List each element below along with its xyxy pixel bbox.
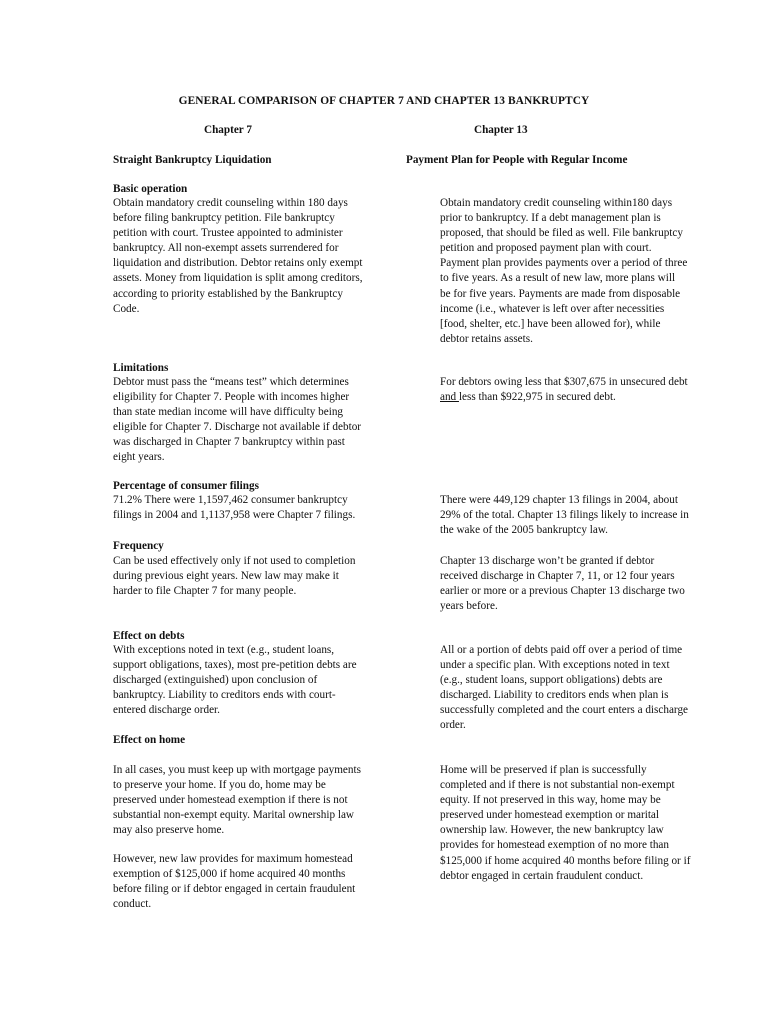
section-heading-effect-on-home: Effect on home (113, 734, 186, 746)
section-heading-effect-on-debts: Effect on debts (113, 630, 185, 642)
section-heading-limitations: Limitations (113, 362, 169, 374)
effect-on-debts-chapter-7-text: With exceptions noted in text (e.g., student loans, support obligations, taxes), most pre-petition debts are discharged (extinguished) upon conclusion of bankruptcy. Liability to creditors ends with court- entered discharge order. (113, 644, 357, 717)
basic-operation-chapter-7-text: Obtain mandatory credit counseling within 180 days before filing bankruptcy petition. File bankruptcy petition with court. Trustee appointed to administer bankruptcy. All non-exempt assets surrendered for liquidation and distribution. Debtor retains only exempt assets. Money from liquidation is split among creditors, according to priority established by the Bankruptcy Code. (113, 197, 363, 315)
section-heading-frequency: Frequency (113, 540, 164, 552)
effect-on-home-chapter-7-text: In all cases, you must keep up with mortgage payments to preserve your home. If you do, home may be preserved under homestead exemption if there is not substantial non-exempt equity. Marital ownership law may also preserve home. (113, 764, 361, 837)
percentage-chapter-7-text: 71.2% There were 1,1597,462 consumer bankruptcy filings in 2004 and 1,1137,958 were Chapter 7 filings. (113, 494, 356, 522)
section-heading-basic-operation: Basic operation (113, 183, 188, 195)
effect-on-debts-chapter-13-text: All or a portion of debts paid off over a period of time under a specific plan. With exceptions noted in text (e.g., student loans, support obligations) debts are discharged. Liability to creditors ends when plan is successfully completed and the court enters a discharge order. (440, 644, 689, 732)
document-title: GENERAL COMPARISON OF CHAPTER 7 AND CHAPTER 13 BANKRUPTCY (178, 95, 590, 107)
limitations-line-1: For debtors owing less that $307,675 in unsecured debt (440, 376, 688, 388)
basic-operation-chapter-13-text: Obtain mandatory credit counseling within180 days prior to bankruptcy. If a debt management plan is proposed, that should be filed as well. File bankruptcy petition and proposed payment plan with court. Payment plan provides payments over a period of three to five years. As a result of new law, more plans will be for five years. Payments are made from disposable income (i.e., whatever is left over after necessities [food, shelter, etc.] have been allowed for), while debtor retains assets. (440, 197, 688, 345)
chapter-13-subtitle: Payment Plan for People with Regular Income (406, 154, 628, 166)
frequency-chapter-13-text: Chapter 13 discharge won’t be granted if debtor received discharge in Chapter 7, 11, or 12 four years earlier or more or a previous Chapter 13 discharge two years before. (440, 555, 685, 613)
section-heading-percentage: Percentage of consumer filings (113, 480, 259, 492)
frequency-chapter-7-text: Can be used effectively only if not used to completion during previous eight years. New law may make it harder to file Chapter 7 for many people. (113, 555, 356, 598)
effect-on-home-chapter-13-text: Home will be preserved if plan is successfully completed and if there is not substantial non-exempt equity. If not preserved in this way, home may be preserved under homestead exemption or marital ownership law. However, the new bankruptcy law provides for homestead exemption of no more than $125,000 if home acquired 40 months before filing or if debtor engaged in certain fraudulent conduct. (440, 764, 691, 882)
chapter-7-subtitle: Straight Bankruptcy Liquidation (113, 154, 272, 166)
limitations-chapter-7-text: Debtor must pass the “means test” which determines eligibility for Chapter 7. People with incomes higher than state median income will have difficulty being eligible for Chapter 7. Discharge not available if debtor was discharged in Chapter 7 bankruptcy within past eight years. (113, 376, 362, 464)
effect-on-home-chapter-7-text-2: However, new law provides for maximum homestead exemption of $125,000 if home acquired 40 months before filing or if debtor engaged in certain fraudulent conduct. (113, 853, 356, 911)
percentage-chapter-13-text: There were 449,129 chapter 13 filings in 2004, about 29% of the total. Chapter 13 filings likely to increase in the wake of the 2005 bankruptcy law. (440, 494, 689, 537)
limitations-chapter-13-text (440, 375, 732, 405)
limitations-line-2: less than $922,975 in secured debt. (458, 391, 616, 404)
column-heading-chapter-7: Chapter 7 (204, 124, 252, 136)
column-heading-chapter-13: Chapter 13 (474, 124, 528, 136)
limitations-underlined-and: and (440, 391, 459, 404)
